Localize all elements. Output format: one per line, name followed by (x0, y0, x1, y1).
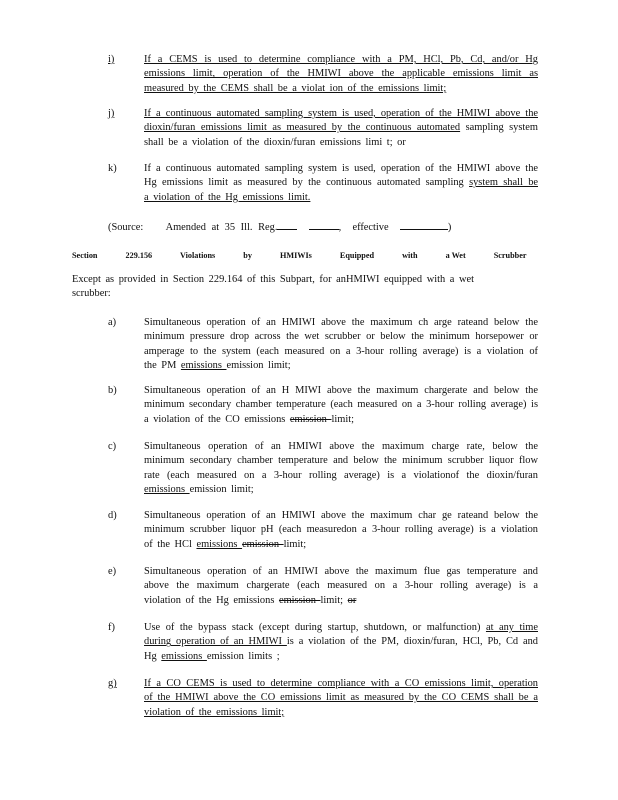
item-text (144, 162, 538, 205)
text-run: Simultaneous operation of an HMIWI above the maximum char ge rateand below the minimum scrubber liquor pH (each measuredon a 3-hour rolling average) is a violation of the HCl (144, 510, 538, 550)
text-run: limit; (331, 413, 354, 425)
item-label: g) (108, 678, 117, 689)
section-title-word: with (402, 251, 418, 260)
inserted-text: system shall be a violation of the Hg emissions limit. (144, 177, 538, 203)
source-effective: effective (352, 222, 389, 233)
item-text (144, 621, 538, 664)
source-sep: , (338, 222, 342, 233)
item-text (144, 107, 538, 150)
text-run: Use of the bypass stack (except during startup, shutdown, or malfunction) (144, 622, 486, 633)
item-label: a) (108, 317, 117, 328)
text-run: Simultaneous operation of an HMIWI above the maximum ch arge rateand below the minimum pressure drop across the wet scrubber or below the minimum horsepower or amperage to the system (each measured on a 3-hour rolling average) is a violation of the PM (144, 317, 538, 372)
struck-text: or (347, 594, 357, 606)
source-note (108, 218, 538, 235)
item-label: c) (108, 441, 117, 452)
text-run: is a violation of the PM, dioxin/furan, HCl, Pb, Cd and Hg (144, 636, 538, 662)
item-text (144, 565, 538, 608)
inserted-text: If a continuous automated sampling system is used, operation of the HMIWI above the dioxin/furan emissions limit as measured by the continuous automated (144, 108, 538, 134)
item-text (144, 53, 538, 96)
source-prefix: (Source: (108, 222, 144, 233)
inserted-text: emissions (196, 538, 243, 550)
section-label: Section (72, 251, 98, 260)
item-label: j) (108, 108, 115, 119)
item-text (144, 440, 538, 498)
intro-paragraph: Except as provided in Section 229.164 of this Subpart, for anHMIWI equipped with a wet scrubber: (72, 274, 474, 300)
text-run: Simultaneous operation of an H MIWI above the maximum chargerate and below the minimum secondary chamber temperature (each measured on a 3-hour rolling average) is a violation of the CO emissions (144, 385, 538, 425)
text-run: Simultaneous operation of an HMIWI above the maximum charge rate, below the minimum secondary chamber temperature and below the minimum scrubber liquor flow rate (each measured on a 3-hour rolling average) is a violationof the dioxin/furan (144, 441, 538, 481)
struck-text: emission (289, 413, 332, 425)
item-label: e) (108, 566, 117, 577)
text-run: sampling system shall be a violation of the dioxin/furan emissions limi t; or (144, 122, 538, 148)
section-title-word: Violations (180, 251, 216, 260)
text-run: emission limits ; (206, 650, 280, 662)
text-run: If a continuous automated sampling system is used, operation of the HMIWI above the Hg emissions limit as measured by the continuous automated sampling (144, 163, 538, 189)
source-text: Amended at 35 Ill. Reg. (165, 222, 278, 233)
section-title-word: a Wet (445, 251, 466, 260)
item-text (144, 677, 538, 720)
page-blank (309, 218, 339, 230)
inserted-text: emissions (180, 360, 227, 372)
item-text (144, 384, 538, 427)
item-label: i) (108, 54, 115, 65)
section-title-word: Scrubber (493, 251, 527, 260)
inserted-text: If a CEMS is used to determine compliance with a PM, HCl, Pb, Cd, and/or Hg emissions limit, operation of the HMIWI above the applicable emissions limit as measured by the CEMS shall be a violat ion of the emissions limit; (144, 54, 538, 94)
text-run: emission limit; (226, 360, 291, 372)
inserted-text: emissions (144, 484, 190, 496)
section-title-word: HMIWIs (279, 251, 312, 260)
text-run: limit; (320, 594, 348, 606)
source-suffix: ) (447, 222, 452, 233)
item-text (144, 316, 538, 374)
inserted-text: If a CO CEMS is used to determine compliance with a CO emissions limit, operation of the HMIWI above the CO emissions limit as measured by the CO CEMS shall be a violation of the emissions limit; (144, 678, 538, 718)
struck-text: emission (278, 594, 321, 606)
item-label: k) (108, 163, 117, 174)
volume-blank (277, 218, 297, 230)
section-title-word: by (243, 251, 252, 260)
date-blank (400, 218, 448, 230)
section-number: 229.156 (125, 251, 153, 260)
text-run: Simultaneous operation of an HMIWI above the maximum flue gas temperature and above the maximum chargerate (each measured on a 3-hour rolling average) is a violation of the Hg emissions (144, 566, 538, 606)
section-heading (72, 249, 542, 263)
item-label: d) (108, 510, 117, 521)
item-label: b) (108, 385, 117, 396)
item-label: f) (108, 622, 115, 633)
struck-text: emission (242, 538, 284, 550)
text-run: limit; (283, 538, 307, 550)
inserted-text: emissions (161, 650, 207, 662)
text-run: emission limit; (189, 484, 254, 496)
section-title-word: Equipped (339, 251, 375, 260)
item-text (144, 509, 538, 552)
inserted-text: at any time during operation of an HMIWI (144, 622, 538, 648)
